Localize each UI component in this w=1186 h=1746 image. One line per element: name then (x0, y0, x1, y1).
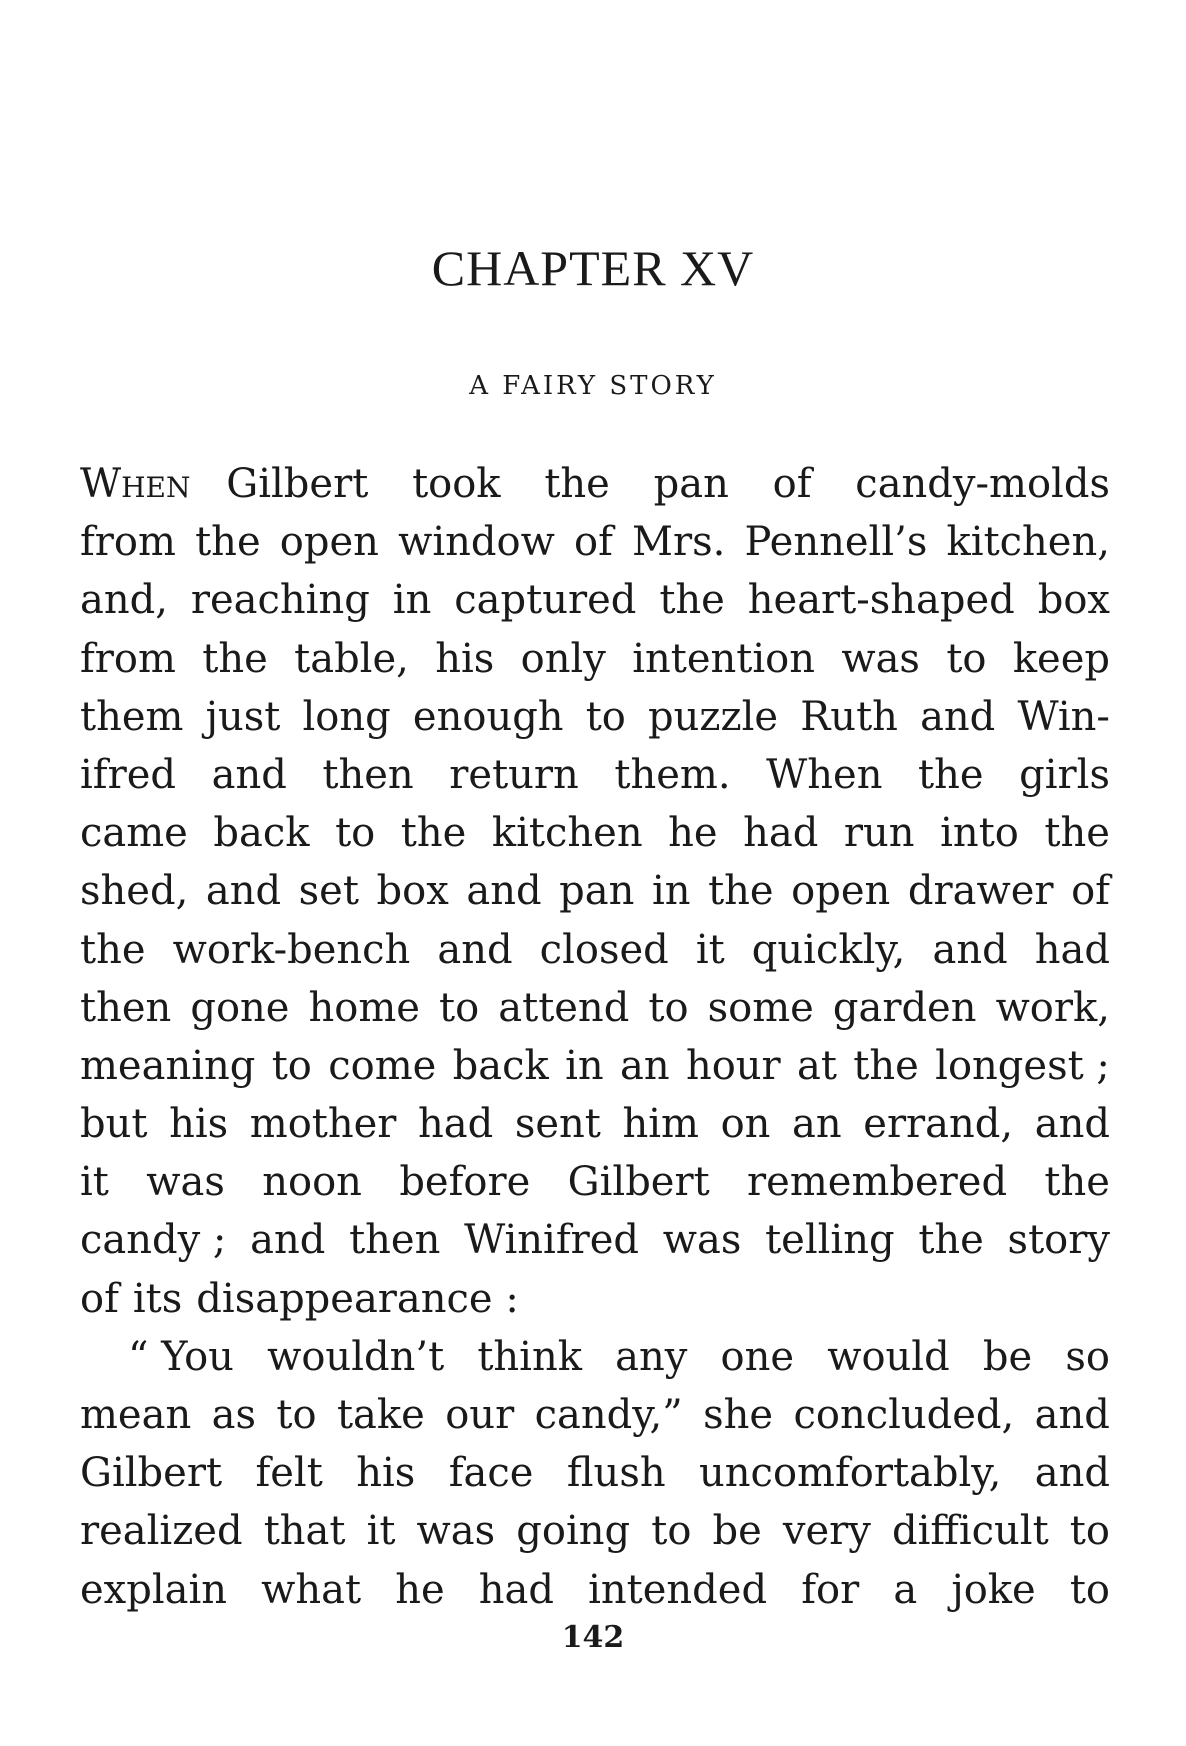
text-line (80, 1270, 1110, 1328)
word: and (437, 926, 513, 973)
word: in (565, 1042, 604, 1089)
word: take (336, 1392, 425, 1438)
word: story (1007, 1217, 1110, 1264)
word: return (449, 751, 579, 798)
word: table, (294, 635, 409, 682)
word: the (80, 926, 146, 973)
word: then (349, 1217, 441, 1264)
word: open (279, 519, 379, 566)
word: enough (412, 693, 564, 740)
word: and (211, 751, 287, 798)
word: the (918, 1217, 984, 1264)
word: and (1034, 1392, 1110, 1438)
word: was (662, 1217, 742, 1264)
word: concluded, (793, 1392, 1015, 1438)
word: ifred (80, 751, 176, 798)
word: noon (262, 1159, 362, 1206)
word: it (80, 1159, 109, 1206)
word: Gilbert (226, 461, 369, 507)
word: errand, (863, 1101, 1014, 1148)
text-line (80, 804, 1110, 862)
word: them (80, 693, 184, 740)
text-line (80, 455, 1110, 513)
word: to (1069, 1566, 1110, 1613)
word: to (271, 1042, 312, 1089)
word: of (80, 1275, 119, 1322)
word: an (620, 1042, 670, 1089)
word: come (328, 1042, 437, 1089)
word: the (918, 751, 984, 798)
word: set (298, 868, 359, 915)
word: would (827, 1333, 950, 1380)
word: any (615, 1333, 688, 1380)
text-line (80, 1037, 1110, 1095)
word: had (418, 1101, 494, 1148)
word: “ You (128, 1333, 234, 1380)
word: its (132, 1275, 183, 1322)
word: he (668, 810, 718, 857)
word: to (439, 984, 480, 1031)
word: before (399, 1159, 531, 1206)
text-line (80, 688, 1110, 746)
word: kitchen (491, 810, 643, 857)
word: from (80, 519, 176, 566)
word: remembered (747, 1159, 1008, 1206)
word: Winifred (464, 1217, 640, 1264)
word: intended (588, 1566, 768, 1613)
word: box (1037, 577, 1110, 624)
word: difficult (892, 1508, 1049, 1555)
word: captured (454, 577, 637, 624)
word: attend (498, 984, 630, 1031)
word: girls (1019, 751, 1110, 798)
word: had (478, 1566, 554, 1613)
word: and (205, 868, 282, 915)
word: uncomfortably, (699, 1450, 1002, 1497)
word: and (932, 926, 1008, 973)
word: explain (80, 1566, 228, 1613)
word: Mrs. (632, 519, 726, 566)
word: him (622, 1101, 699, 1148)
text-line (80, 1153, 1110, 1211)
text-line (80, 1502, 1110, 1560)
word: then (322, 751, 414, 798)
word: into (940, 810, 1019, 857)
word: but (80, 1101, 148, 1148)
chapter-subtitle: A FAIRY STORY (469, 371, 717, 401)
text-line (80, 979, 1110, 1037)
word: pan (653, 461, 729, 507)
word: work-bench (172, 926, 411, 973)
word: one (720, 1333, 795, 1380)
word: heart-shaped (747, 577, 1015, 624)
word: took (412, 461, 501, 507)
text-line (80, 630, 1110, 688)
word: to (585, 693, 626, 740)
word: and (920, 693, 996, 740)
word: Gilbert (80, 1450, 223, 1497)
word: window (398, 519, 555, 566)
word: home (308, 984, 420, 1031)
word: them. (614, 751, 731, 798)
word: the (659, 577, 725, 624)
word: to (335, 810, 376, 857)
word: Gilbert (567, 1159, 710, 1206)
chapter-title: CHAPTER XV (431, 240, 755, 296)
word: that (263, 1508, 346, 1555)
word: and, (80, 577, 168, 624)
text-line (80, 1095, 1110, 1153)
word: longest ; (935, 1042, 1110, 1089)
word: was (841, 635, 920, 682)
text-line (80, 571, 1110, 629)
word: an (792, 1101, 842, 1148)
word: telling (765, 1217, 895, 1264)
word: work, (995, 984, 1110, 1031)
word: what (261, 1566, 362, 1613)
word: Ruth (800, 693, 898, 740)
word: quickly, (751, 926, 906, 973)
text-line (80, 1444, 1110, 1502)
word: in (392, 577, 432, 624)
word: had (743, 810, 819, 857)
word: the (708, 868, 774, 915)
word: candy ; (80, 1217, 227, 1264)
word: disappearance : (196, 1275, 519, 1322)
text-line (80, 1561, 1110, 1619)
word: so (1065, 1333, 1110, 1380)
word: mean (80, 1392, 192, 1438)
word: had (1034, 926, 1110, 973)
word: long (302, 693, 391, 740)
body-text (80, 455, 1110, 1619)
word: candy,” (534, 1392, 683, 1438)
word: back (213, 810, 310, 857)
word: and (466, 868, 542, 915)
word: only (520, 635, 606, 682)
word: and (1034, 1101, 1110, 1148)
word: at (797, 1042, 837, 1089)
word: felt (255, 1450, 323, 1497)
text-line (80, 513, 1110, 571)
word: the (202, 635, 268, 682)
word: she (703, 1392, 774, 1438)
word: going (516, 1508, 631, 1555)
word: just (205, 693, 281, 740)
word: the (1044, 1159, 1110, 1206)
word: intention (632, 635, 815, 682)
text-line (80, 1328, 1110, 1386)
word: to (651, 1508, 692, 1555)
word: hour (685, 1042, 781, 1089)
word: the (544, 461, 610, 507)
word: be (712, 1508, 762, 1555)
word: was (416, 1508, 496, 1555)
word: his (356, 1450, 416, 1497)
page-number: 142 (561, 1620, 625, 1655)
word: drawer (907, 868, 1054, 915)
word: closed (539, 926, 669, 973)
word: from (80, 635, 176, 682)
word: meaning (80, 1042, 256, 1089)
text-line (80, 1211, 1110, 1269)
word: kitchen, (946, 519, 1110, 566)
word: pan (559, 868, 635, 915)
word: it (366, 1508, 396, 1555)
text-line (80, 746, 1110, 804)
word: realized (80, 1508, 243, 1555)
text-line (80, 1386, 1110, 1444)
word: the (1044, 810, 1110, 857)
word: Pennell’s (744, 519, 928, 566)
word: mother (249, 1101, 397, 1148)
word: open (791, 868, 891, 915)
word: the (853, 1042, 919, 1089)
word: as (211, 1392, 256, 1438)
word: keep (1012, 635, 1110, 682)
text-line (80, 921, 1110, 979)
word: in (651, 868, 691, 915)
word: he (395, 1566, 445, 1613)
word: of (1071, 868, 1110, 915)
word: reaching (190, 577, 370, 624)
word: his (435, 635, 495, 682)
word: our (445, 1392, 515, 1438)
word: of (573, 519, 613, 566)
word: then (80, 984, 172, 1031)
text-line (80, 862, 1110, 920)
word: his (169, 1101, 229, 1148)
word: and (1034, 1450, 1110, 1497)
word: run (843, 810, 915, 857)
word: to (1069, 1508, 1110, 1555)
word: very (782, 1508, 871, 1555)
word: garden (832, 984, 977, 1031)
word: to (276, 1392, 317, 1438)
opening-word: When (80, 461, 191, 507)
word: wouldn’t (267, 1333, 445, 1380)
word: flush (566, 1450, 666, 1497)
word: Win- (1017, 693, 1110, 740)
word: When (766, 751, 883, 798)
word: for (801, 1566, 860, 1613)
word: box (376, 868, 449, 915)
word: and (250, 1217, 326, 1264)
word: joke (951, 1566, 1036, 1613)
word: of (772, 461, 812, 507)
word: sent (514, 1101, 601, 1148)
word: back (452, 1042, 549, 1089)
word: some (707, 984, 814, 1031)
word: was (146, 1159, 225, 1206)
word: face (448, 1450, 534, 1497)
word: gone (190, 984, 290, 1031)
word: came (80, 810, 188, 857)
word: think (477, 1333, 582, 1380)
word: it (695, 926, 725, 973)
word: the (400, 810, 467, 857)
word: to (946, 635, 987, 682)
word: to (648, 984, 689, 1031)
word: the (195, 519, 261, 566)
word: a (893, 1566, 918, 1613)
word: shed, (80, 868, 189, 915)
word: puzzle (648, 693, 779, 740)
word: on (720, 1101, 771, 1148)
word: candy-molds (855, 461, 1110, 507)
word: be (982, 1333, 1033, 1380)
